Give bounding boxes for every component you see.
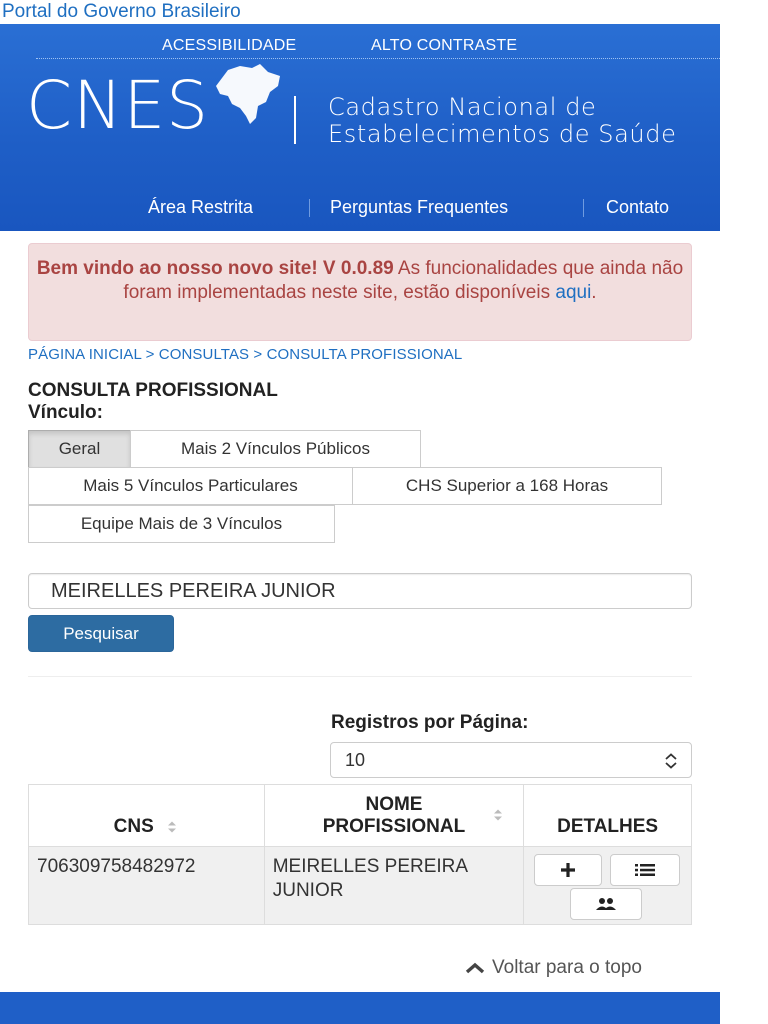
nav-separator (309, 199, 310, 217)
alert-link[interactable]: aqui (555, 282, 592, 303)
brazil-map-icon (206, 62, 286, 132)
records-per-page-select[interactable] (330, 742, 692, 778)
logo-subtitle-line2: Estabelecimentos de Saúde (328, 120, 677, 148)
vinculo-option-geral[interactable]: Geral (28, 430, 131, 468)
sort-icon (165, 819, 179, 835)
table-header-row (29, 785, 692, 847)
page-title: CONSULTA PROFISSIONAL (28, 380, 278, 401)
high-contrast-link[interactable]: ALTO CONTRASTE (371, 37, 518, 54)
column-header-nome-line2: PROFISSIONAL (322, 816, 466, 837)
search-button[interactable]: Pesquisar (28, 615, 174, 652)
gov-portal-link[interactable]: Portal do Governo Brasileiro (2, 1, 241, 22)
column-header-cns[interactable] (29, 785, 265, 847)
details-plus-button[interactable] (534, 854, 602, 886)
plus-icon (559, 861, 577, 879)
cell-detalhes (524, 847, 692, 925)
details-list-button[interactable] (610, 854, 680, 886)
column-header-nome[interactable] (264, 785, 524, 847)
nav-separator (583, 199, 584, 217)
alert-bold-text: Bem vindo ao nosso novo site! V 0.0.89 (36, 258, 394, 279)
alert-text: As funcionalidades que ainda não foram implementadas neste site, estão disponíveis (123, 258, 684, 303)
accessibility-link[interactable]: ACESSIBILIDADE (162, 37, 297, 54)
chevron-up-icon (464, 961, 486, 975)
records-per-page-label: Registros por Página: (331, 712, 529, 733)
results-table (28, 784, 692, 925)
users-icon (594, 897, 618, 911)
select-arrows-icon (663, 752, 679, 770)
column-header-cns-label: CNS (113, 816, 154, 837)
breadcrumb-consultas[interactable]: CONSULTAS (158, 346, 250, 363)
divider (28, 676, 692, 677)
logo-text: CNES (26, 67, 210, 144)
cnes-logo[interactable] (26, 68, 706, 148)
details-team-button[interactable] (570, 888, 642, 920)
welcome-alert (28, 243, 692, 341)
accessibility-links (0, 37, 720, 57)
gov-bar (0, 0, 720, 24)
list-icon (634, 862, 656, 878)
logo-separator (294, 96, 296, 144)
cell-cns: 706309758482972 (29, 847, 265, 925)
records-per-page-value: 10 (345, 750, 366, 770)
vinculo-option-particulares[interactable]: Mais 5 Vínculos Particulares (28, 467, 353, 505)
search-input[interactable] (28, 573, 692, 609)
breadcrumb (28, 346, 462, 363)
logo-subtitle-line1: Cadastro Nacional de (328, 93, 597, 121)
main-nav (0, 194, 720, 222)
site-footer (0, 992, 720, 1024)
back-to-top-label: Voltar para o topo (492, 957, 642, 978)
breadcrumb-current[interactable]: CONSULTA PROFISSIONAL (266, 346, 463, 363)
vinculo-option-publicos[interactable]: Mais 2 Vínculos Públicos (130, 430, 421, 468)
back-to-top-link[interactable] (464, 957, 642, 979)
sort-icon (491, 807, 505, 823)
cell-nome: MEIRELLES PEREIRA JUNIOR (264, 847, 524, 925)
breadcrumb-separator: > (141, 346, 159, 363)
logo-subtitle (328, 94, 676, 148)
nav-faq[interactable]: Perguntas Frequentes (330, 197, 509, 217)
table-row (29, 847, 692, 925)
column-header-nome-line1: NOME (365, 794, 423, 815)
vinculo-option-chs[interactable]: CHS Superior a 168 Horas (352, 467, 662, 505)
breadcrumb-separator: > (249, 346, 267, 363)
breadcrumb-home[interactable]: PÁGINA INICIAL (28, 346, 142, 363)
vinculo-option-equipe[interactable]: Equipe Mais de 3 Vínculos (28, 505, 335, 543)
column-header-detalhes: DETALHES (524, 785, 692, 847)
nav-restricted-area[interactable]: Área Restrita (148, 197, 254, 217)
nav-contact[interactable]: Contato (606, 197, 670, 217)
header-divider (36, 58, 720, 59)
site-header (0, 24, 720, 231)
alert-end: . (591, 282, 597, 303)
vinculo-label: Vínculo: (28, 402, 103, 423)
